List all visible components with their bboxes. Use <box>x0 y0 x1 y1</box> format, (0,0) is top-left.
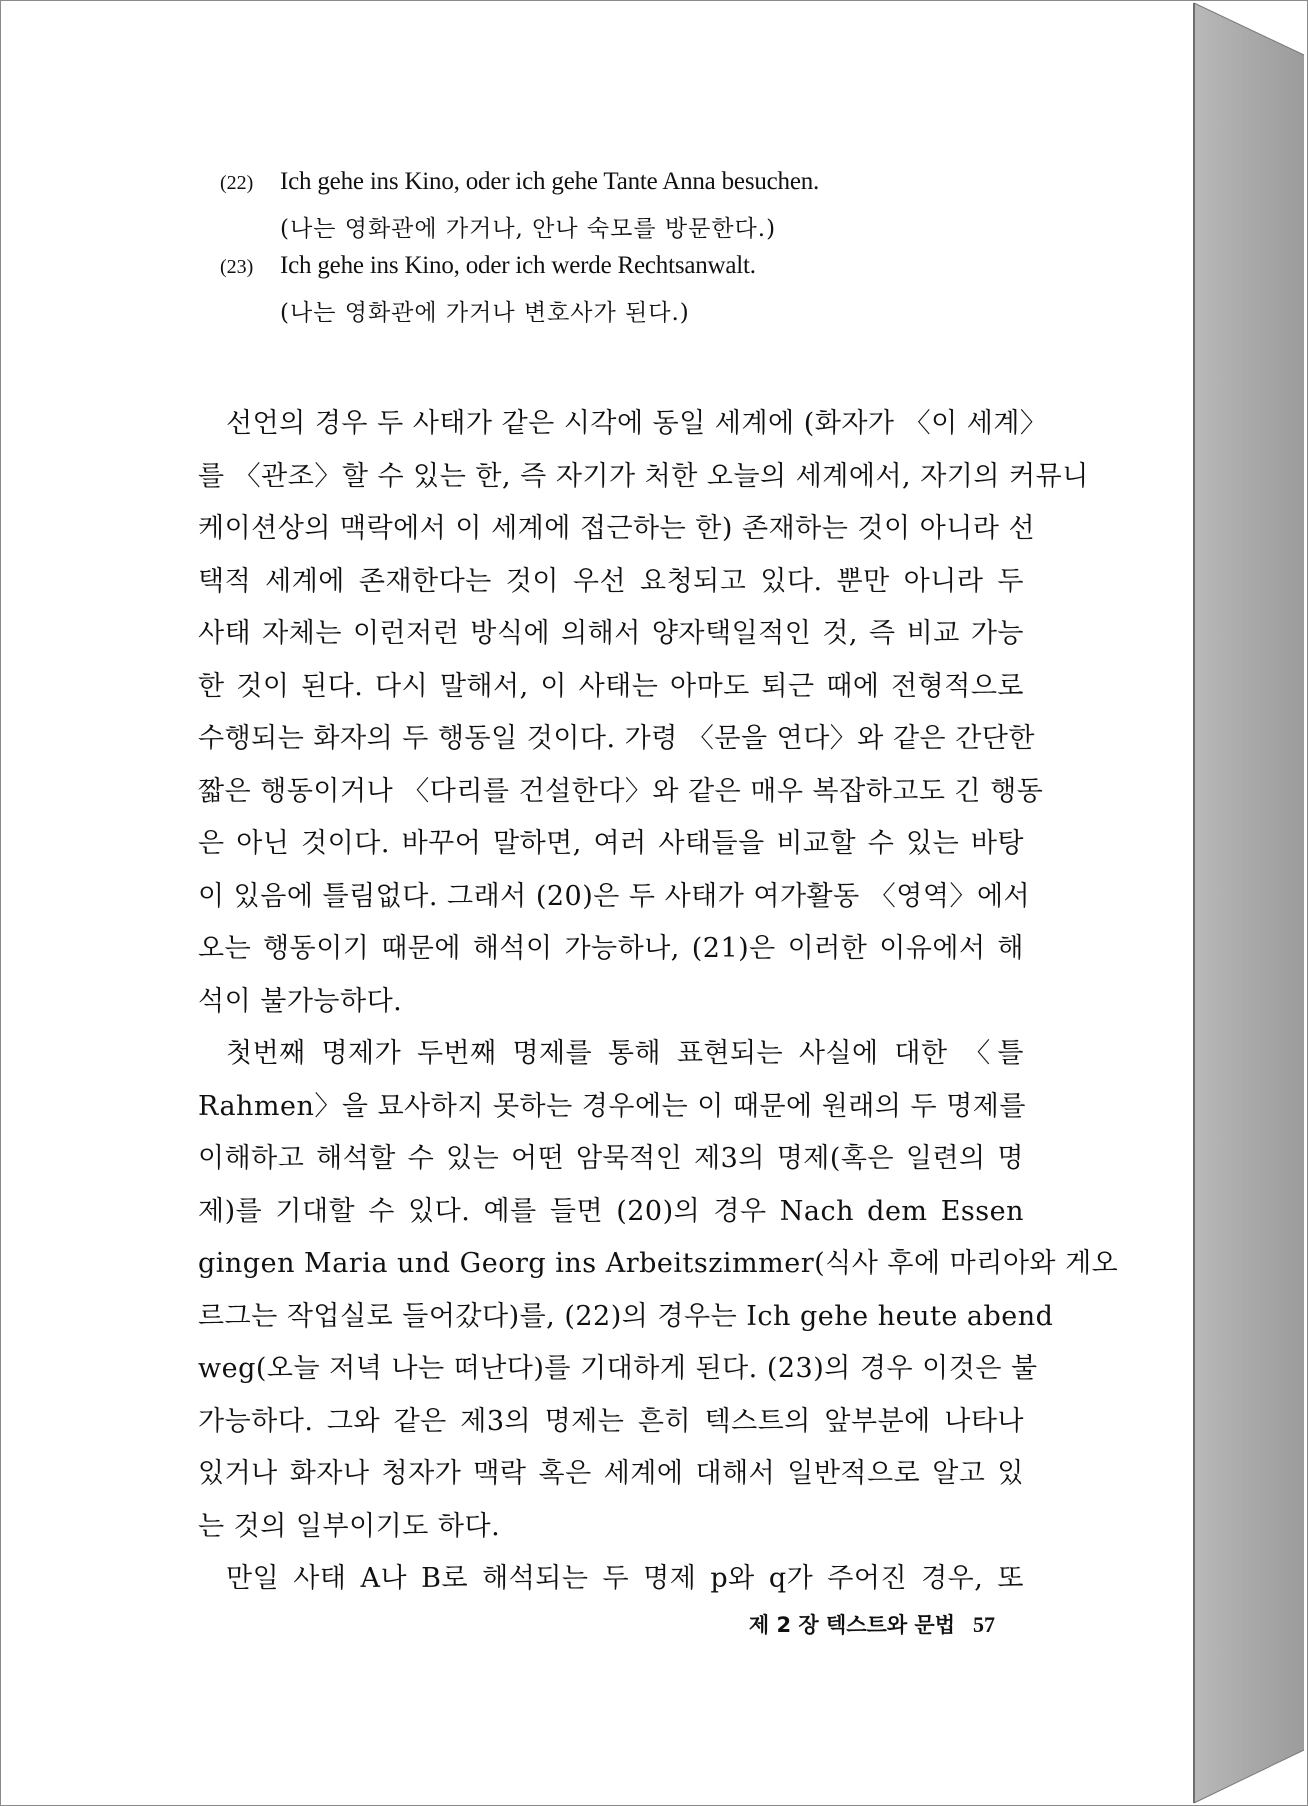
running-footer <box>715 1609 995 1639</box>
text-line: 이 있음에 틀림없다. 그래서 (20)은 두 사태가 여가활동 〈영역〉에서 <box>198 880 1031 912</box>
text-line: 만일 사태 A나 B로 해석되는 두 명제 p와 q가 주어진 경우, 또 <box>226 1563 1024 1594</box>
page-number: 57 <box>973 1612 995 1637</box>
example-number: (23) <box>220 256 254 278</box>
text-line: 이해하고 해석할 수 있는 어떤 암묵적인 제3의 명제(혹은 일련의 명 <box>198 1143 1024 1174</box>
text-line: weg(오늘 저녁 나는 떠난다)를 기대하게 된다. (23)의 경우 이것은 불 <box>198 1353 1038 1384</box>
text-line: 선언의 경우 두 사태가 같은 시각에 동일 세계에 (화자가 〈이 세계〉 <box>226 408 1048 439</box>
example-gloss: (나는 영화관에 가거나 변호사가 된다.) <box>280 300 690 326</box>
text-line: 르그는 작업실로 들어갔다)를, (22)의 경우는 Ich gehe heute abend <box>198 1300 1054 1332</box>
text-line: 짧은 행동이거나 〈다리를 건설한다〉와 같은 매우 복잡하고도 긴 행동 <box>198 775 1044 807</box>
text-line: 사태 자체는 이런저런 방식에 의해서 양자택일적인 것, 즉 비교 가능 <box>198 618 1024 649</box>
text-line: 케이션상의 맥락에서 이 세계에 접근하는 한) 존재하는 것이 아니라 선 <box>198 513 1036 544</box>
text-line: 한 것이 된다. 다시 말해서, 이 사태는 아마도 퇴근 때에 전형적으로 <box>198 670 1024 702</box>
paragraph-1 <box>198 398 1089 1028</box>
text-line: 는 것의 일부이기도 하다. <box>198 1510 501 1542</box>
example-sentences <box>220 168 1120 336</box>
paragraph-3 <box>198 1553 1024 1606</box>
text-line: 가능하다. 그와 같은 제3의 명제는 흔히 텍스트의 앞부분에 나타나 <box>198 1405 1024 1437</box>
chapter-title: 제 2 장 텍스트와 문법 <box>748 1613 955 1637</box>
text-line: gingen Maria und Georg ins Arbeitszimmer(식사 후에 마리아와 게오 <box>198 1248 1119 1279</box>
paragraph-2 <box>198 1028 1119 1553</box>
body-text <box>198 398 1119 1606</box>
example-number: (22) <box>220 172 254 194</box>
text-line: 제)를 기대할 수 있다. 예를 들면 (20)의 경우 Nach dem Essen <box>198 1195 1024 1227</box>
text-line: 있거나 화자나 청자가 맥락 혹은 세계에 대해서 일반적으로 알고 있 <box>198 1458 1024 1489</box>
text-line: 수행되는 화자의 두 행동일 것이다. 가령 〈문을 연다〉와 같은 간단한 <box>198 723 1035 754</box>
text-line: 석이 불가능하다. <box>198 985 403 1017</box>
text-line: 오는 행동이기 때문에 해석이 가능하나, (21)은 이러한 이유에서 해 <box>198 933 1024 964</box>
example-german-text: Ich gehe ins Kino, oder ich gehe Tante Anna besuchen. <box>280 168 820 195</box>
example-23 <box>220 252 1120 294</box>
text-line: 를 〈관조〉할 수 있는 한, 즉 자기가 처한 오늘의 세계에서, 자기의 커뮤니 <box>198 460 1089 492</box>
text-line: 은 아닌 것이다. 바꾸어 말하면, 여러 사태들을 비교할 수 있는 바탕 <box>198 828 1024 859</box>
text-line: Rahmen〉을 묘사하지 못하는 경우에는 이 때문에 원래의 두 명제를 <box>198 1090 1026 1122</box>
example-gloss: (나는 영화관에 가거나, 안나 숙모를 방문한다.) <box>280 216 777 242</box>
example-german-text: Ich gehe ins Kino, oder ich werde Rechtsanwalt. <box>280 252 756 279</box>
text-line: 첫번째 명제가 두번째 명제를 통해 표현되는 사실에 대한 〈틀 <box>226 1038 1024 1069</box>
example-22 <box>220 168 1120 210</box>
text-line: 택적 세계에 존재한다는 것이 우선 요청되고 있다. 뿐만 아니라 두 <box>198 565 1024 597</box>
